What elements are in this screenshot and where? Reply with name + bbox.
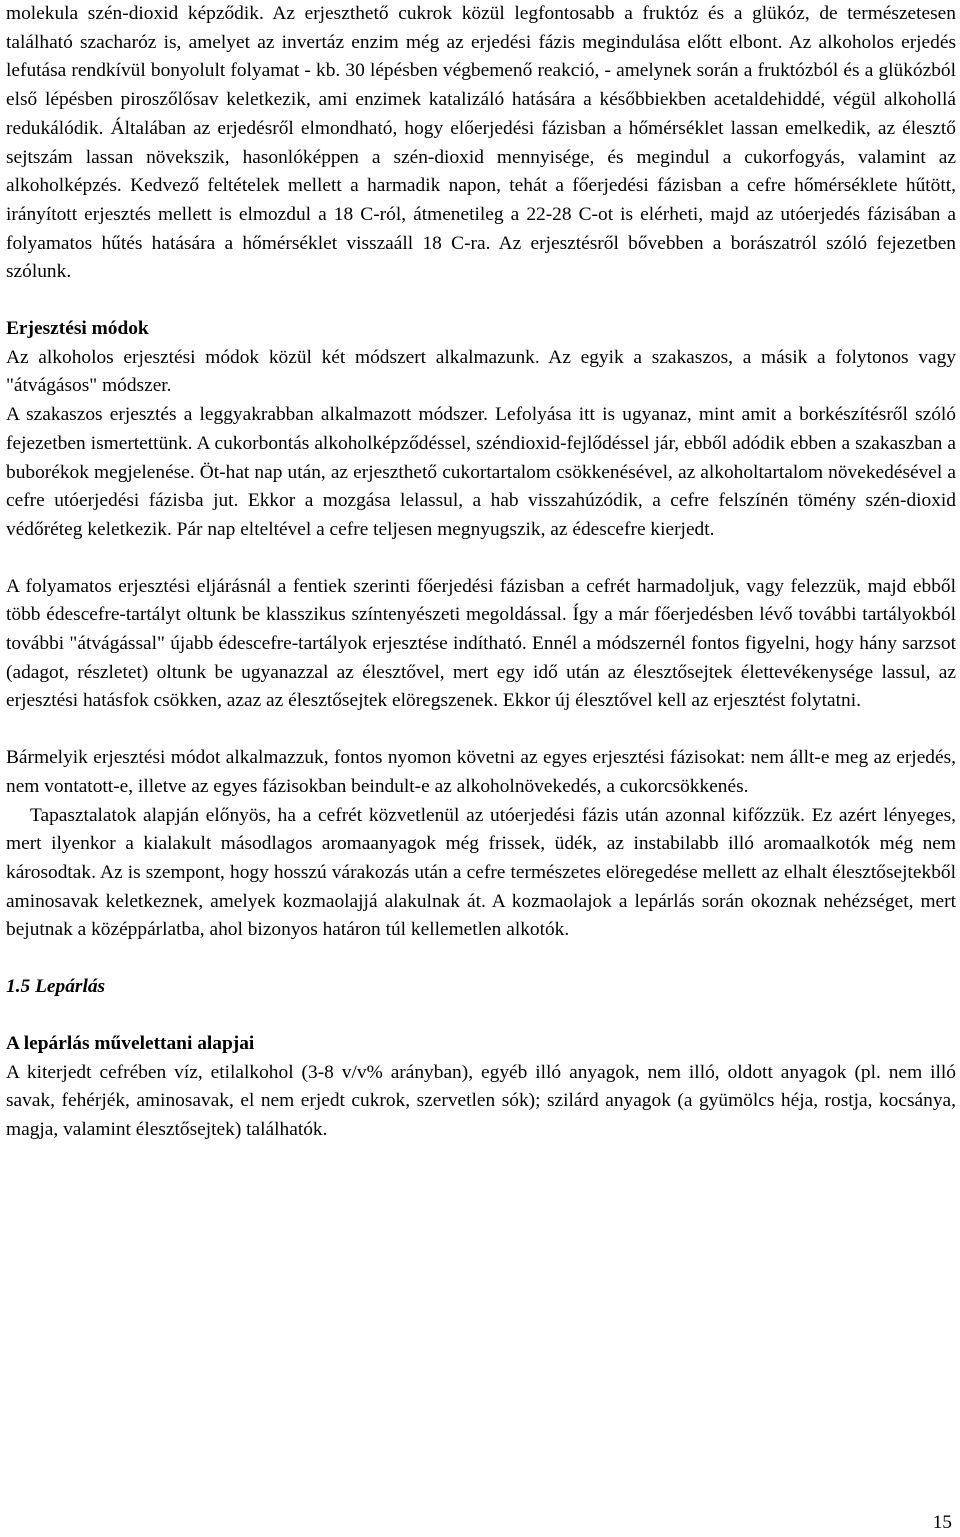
heading-distillation-basics: A lepárlás művelettani alapjai <box>6 1032 255 1054</box>
section-title-distillation: 1.5 Lepárlás <box>6 976 106 998</box>
heading-fermentation-methods: Erjesztési módok <box>6 318 149 340</box>
document-page <box>6 0 956 1145</box>
spacer <box>6 945 956 973</box>
spacer <box>6 1002 956 1030</box>
paragraph-continuous-fermentation: A folyamatos erjesztési eljárásnál a fentiek szerinti főerjedési fázisban a cefrét harmadoljuk, vagy felezzük, majd ebből több édescefre-tartályt oltunk be klasszikus színtenyészeti megoldással. Így a már főerjedésben lévő további tartályokból további "átvágással" újabb édescefre-tartályok erjesztése indítható. Ennél a módszernél fontos figyelni, hogy hány sarzsot (adagot, részletet) oltunk be ugyanazzal az élesztővel, mert egy idő után az élesztősejtek élettevékenysége lassul, az erjesztési hatásfok csökken, azaz az élesztősejtek elöregszenek. Ekkor új élesztővel kell az erjesztést folytatni. <box>6 575 956 712</box>
paragraph-alcoholic-fermentation: molekula szén-dioxid képződik. Az erjeszthető cukrok közül legfontosabb a fruktóz és a glükóz, de természetesen található szacharóz is, amelyet az invertáz enzim még az erjedési fázis megindulása előtt elbont. Az alkoholos erjedés lefutása rendkívül bonyolult folyamat - kb. 30 lépésben végbemenő reakció, - amelynek során a fruktózból és a glükózból első lépésben piroszőlősav keletkezik, ami enzimek katalizáló hatására a későbbiekben acetaldehiddé, végül alkohollá redukálódik. Általában az erjedésről elmondható, hogy előerjedési fázisban a hőmérséklet lassan emelkedik, az élesztő sejtszám lassan növekszik, hasonlóképpen a szén-dioxid mennyisége, és megindul a cukorfogyás, valamint az alkoholképzés. Kedvező feltételek mellett a harmadik napon, tehát a főerjedési fázisban a cefre hőmérséklete hűtött, irányított erjesztés mellett is elmozdul a 18 C-ról, átmenetileg a 22-28 C-ot is elérheti, majd az utóerjedés fázisában a folyamatos hűtés hatására a hőmérséklet visszaáll 18 C-ra. Az erjesztésről bővebben a borászatról szóló fejezetben szólunk. <box>6 3 956 283</box>
paragraph-monitoring-phases: Bármelyik erjesztési módot alkalmazzuk, fontos nyomon követni az egyes erjesztési fázisokat: nem állt-e meg az erjedés, nem vontatott-e, illetve az egyes fázisokban beindult-e az alkoholnövekedés, a cukorcsökkenés. <box>6 747 956 797</box>
paragraph-methods-intro: Az alkoholos erjesztési módok közül két módszert alkalmazunk. Az egyik a szakaszos, a másik a folytonos vagy "átvágásos" módszer. <box>6 346 956 397</box>
spacer <box>6 716 956 744</box>
paragraph-distill-immediately: Tapasztalatok alapján előnyös, ha a cefrét közvetlenül az utóerjedési fázis után azonnal kifőzzük. Ez azért lényeges, mert ilyenkor a kialakult másodlagos aromaanyagok még frissek, üdék, az instabilabb illó aromaalkotók még nem károsodtak. Az is szempont, hogy hosszú várakozás után a cefre természetes elöregedése mellett az elhalt élesztősejtekből aminosavak keletkeznek, amelyek kozmaolajjá alakulnak át. A kozmaolajok a lepárlás során okoznak nehézséget, mert bejutnak a középpárlatba, ahol bizonyos határon túl kellemetlen alkotók. <box>6 804 956 941</box>
page-number: 15 <box>932 1512 952 1533</box>
spacer <box>6 287 956 315</box>
spacer <box>6 545 956 573</box>
paragraph-batch-fermentation: A szakaszos erjesztés a leggyakrabban alkalmazott módszer. Lefolyása itt is ugyanaz, mint amit a borkészítésről szóló fejezetben ismertettünk. A cukorbontás alkoholképződéssel, széndioxid-fejlődéssel jár, ebből adódik ebben a szakaszban a buborékok megjelenése. Öt-hat nap után, az erjeszthető cukortartalom csökkenésével, az alkoholtartalom növekedésével a cefre utóerjedési fázisba jut. Ekkor a mozgása lelassul, a hab visszahúzódik, a cefre felszínén tömény szén-dioxid védőréteg keletkezik. Pár nap elteltével a cefre teljesen megnyugszik, az édescefre kierjedt. <box>6 404 956 540</box>
paragraph-mash-composition: A kiterjedt cefrében víz, etilalkohol (3-8 v/v% arányban), egyéb illó anyagok, nem illó, oldott anyagok (pl. nem illó savak, fehérjék, aminosavak, el nem erjedt cukrok, szervetlen sók); szilárd anyagok (a gyümölcs héja, rostja, kocsánya, magja, valamint élesztősejtek) találhatók. <box>6 1061 956 1140</box>
